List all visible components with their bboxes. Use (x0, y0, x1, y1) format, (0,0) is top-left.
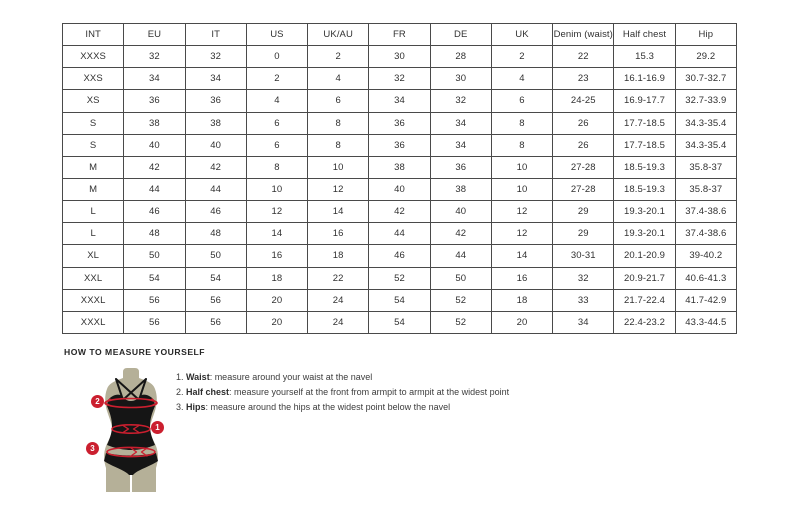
table-cell: 4 (246, 90, 307, 112)
table-cell: 4 (308, 68, 369, 90)
table-cell: 32 (185, 46, 246, 68)
table-cell: 14 (491, 245, 552, 267)
step-label: Waist (186, 372, 210, 382)
table-cell: 26 (553, 134, 614, 156)
table-cell: 2 (246, 68, 307, 90)
table-cell: 6 (308, 90, 369, 112)
figure-badge-2: 2 (91, 395, 104, 408)
column-header: Hip (675, 24, 736, 46)
table-cell: 2 (308, 46, 369, 68)
table-cell: 52 (430, 289, 491, 311)
table-cell: 36 (124, 90, 185, 112)
table-cell: 2 (491, 46, 552, 68)
table-cell: 17.7-18.5 (614, 112, 675, 134)
table-cell: 32.7-33.9 (675, 90, 736, 112)
table-cell: 42 (124, 156, 185, 178)
table-row (63, 201, 737, 223)
table-cell: 41.7-42.9 (675, 289, 736, 311)
table-cell: 34 (185, 68, 246, 90)
column-header: DE (430, 24, 491, 46)
table-cell: 8 (491, 112, 552, 134)
table-cell: 36 (430, 156, 491, 178)
table-cell: XXS (63, 68, 124, 90)
column-header: UK (491, 24, 552, 46)
table-cell: 18.5-19.3 (614, 156, 675, 178)
column-header: INT (63, 24, 124, 46)
table-cell: XXL (63, 267, 124, 289)
table-cell: 10 (308, 156, 369, 178)
table-row (63, 90, 737, 112)
table-cell: 19.3-20.1 (614, 201, 675, 223)
table-cell: 33 (553, 289, 614, 311)
table-cell: 21.7-22.4 (614, 289, 675, 311)
step-text: : measure around your waist at the navel (209, 372, 373, 382)
size-chart-header (63, 24, 737, 46)
table-cell: 38 (124, 112, 185, 134)
table-cell: 34.3-35.4 (675, 112, 736, 134)
table-cell: 12 (308, 178, 369, 200)
table-cell: 32 (553, 267, 614, 289)
table-cell: 16.9-17.7 (614, 90, 675, 112)
table-cell: 30 (369, 46, 430, 68)
table-cell: 32 (124, 46, 185, 68)
measure-heading: HOW TO MEASURE YOURSELF (64, 347, 206, 357)
table-cell: M (63, 178, 124, 200)
table-cell: 16.1-16.9 (614, 68, 675, 90)
table-cell: 34.3-35.4 (675, 134, 736, 156)
step-number: 3. (176, 401, 187, 412)
table-cell: 34 (124, 68, 185, 90)
step-number: 2. (176, 386, 187, 397)
table-cell: 42 (430, 223, 491, 245)
table-cell: 34 (553, 311, 614, 333)
table-cell: 22 (308, 267, 369, 289)
measure-step (176, 372, 509, 382)
table-cell: 36 (185, 90, 246, 112)
table-cell: 34 (369, 90, 430, 112)
table-cell: 42 (185, 156, 246, 178)
measure-step (176, 387, 509, 397)
table-cell: 12 (246, 201, 307, 223)
measure-step (176, 402, 509, 412)
table-cell: M (63, 156, 124, 178)
table-cell: 20.1-20.9 (614, 245, 675, 267)
table-cell: 39-40.2 (675, 245, 736, 267)
table-cell: 54 (185, 267, 246, 289)
table-cell: 30.7-32.7 (675, 68, 736, 90)
table-cell: 40 (185, 134, 246, 156)
table-cell: 12 (491, 201, 552, 223)
step-text: : measure yourself at the front from armpit to armpit at the widest point (229, 386, 510, 397)
table-cell: 52 (430, 311, 491, 333)
table-cell: 56 (124, 289, 185, 311)
table-cell: 28 (430, 46, 491, 68)
table-cell: 20 (246, 311, 307, 333)
size-chart-table (62, 23, 737, 334)
step-text: : measure around the hips at the widest point below the navel (205, 401, 451, 412)
column-header: UK/AU (308, 24, 369, 46)
table-row (63, 156, 737, 178)
table-cell: 46 (369, 245, 430, 267)
measure-figure (80, 366, 176, 496)
table-cell: 27-28 (553, 156, 614, 178)
table-row (63, 178, 737, 200)
table-cell: 16 (491, 267, 552, 289)
table-cell: 37.4-38.6 (675, 223, 736, 245)
table-cell: 35.8-37 (675, 178, 736, 200)
table-cell: 17.7-18.5 (614, 134, 675, 156)
table-cell: 30 (430, 68, 491, 90)
table-cell: 44 (185, 178, 246, 200)
table-cell: XXXL (63, 311, 124, 333)
table-cell: 22 (553, 46, 614, 68)
table-cell: 19.3-20.1 (614, 223, 675, 245)
table-cell: 20 (246, 289, 307, 311)
column-header: Half chest (614, 24, 675, 46)
table-cell: 54 (369, 311, 430, 333)
table-cell: 27-28 (553, 178, 614, 200)
table-cell: 36 (369, 112, 430, 134)
table-cell: XXXL (63, 289, 124, 311)
table-cell: 24 (308, 289, 369, 311)
table-cell: 48 (124, 223, 185, 245)
table-cell: L (63, 201, 124, 223)
step-label: Hips (186, 401, 206, 412)
table-row (63, 68, 737, 90)
table-cell: XS (63, 90, 124, 112)
table-cell: 18 (246, 267, 307, 289)
table-row (63, 311, 737, 333)
table-cell: 56 (185, 289, 246, 311)
table-cell: 8 (308, 112, 369, 134)
step-number: 1. (176, 372, 187, 382)
column-header: US (246, 24, 307, 46)
size-chart-body (63, 46, 737, 334)
table-cell: 56 (124, 311, 185, 333)
column-header: IT (185, 24, 246, 46)
table-cell: 8 (308, 134, 369, 156)
table-cell: 12 (491, 223, 552, 245)
table-cell: 20 (491, 311, 552, 333)
table-cell: 52 (369, 267, 430, 289)
table-cell: 38 (430, 178, 491, 200)
table-cell: 18 (491, 289, 552, 311)
step-label: Half chest (186, 386, 230, 397)
table-cell: 54 (369, 289, 430, 311)
table-cell: 6 (491, 90, 552, 112)
table-cell: 10 (491, 178, 552, 200)
table-row (63, 112, 737, 134)
table-row (63, 134, 737, 156)
table-cell: 24-25 (553, 90, 614, 112)
figure-badge-1: 1 (151, 421, 164, 434)
table-cell: 10 (246, 178, 307, 200)
column-header: Denim (waist) (553, 24, 614, 46)
table-cell: 50 (124, 245, 185, 267)
table-cell: 40 (369, 178, 430, 200)
table-row (63, 245, 737, 267)
table-cell: XXXS (63, 46, 124, 68)
table-cell: 36 (369, 134, 430, 156)
table-cell: 4 (491, 68, 552, 90)
table-cell: 23 (553, 68, 614, 90)
table-cell: 38 (185, 112, 246, 134)
table-row (63, 289, 737, 311)
table-cell: 38 (369, 156, 430, 178)
table-cell: 8 (246, 156, 307, 178)
table-cell: 8 (491, 134, 552, 156)
table-cell: 56 (185, 311, 246, 333)
table-cell: 44 (430, 245, 491, 267)
table-cell: 32 (430, 90, 491, 112)
table-cell: 34 (430, 112, 491, 134)
figure-badge-3: 3 (86, 442, 99, 455)
table-cell: 16 (246, 245, 307, 267)
table-cell: L (63, 223, 124, 245)
table-cell: 15.3 (614, 46, 675, 68)
table-cell: 10 (491, 156, 552, 178)
table-cell: 29 (553, 201, 614, 223)
table-cell: S (63, 112, 124, 134)
table-cell: 29 (553, 223, 614, 245)
table-cell: 30-31 (553, 245, 614, 267)
table-cell: 40 (124, 134, 185, 156)
measure-steps (176, 372, 509, 416)
table-cell: 24 (308, 311, 369, 333)
table-cell: 46 (185, 201, 246, 223)
table-cell: 0 (246, 46, 307, 68)
table-cell: 42 (369, 201, 430, 223)
table-cell: 50 (185, 245, 246, 267)
table-cell: 14 (246, 223, 307, 245)
table-cell: 50 (430, 267, 491, 289)
table-cell: 32 (369, 68, 430, 90)
table-cell: 6 (246, 134, 307, 156)
table-cell: 44 (369, 223, 430, 245)
table-row (63, 223, 737, 245)
table-cell: 18.5-19.3 (614, 178, 675, 200)
table-cell: 6 (246, 112, 307, 134)
table-cell: S (63, 134, 124, 156)
table-cell: 14 (308, 201, 369, 223)
table-row (63, 267, 737, 289)
table-cell: 20.9-21.7 (614, 267, 675, 289)
table-cell: XL (63, 245, 124, 267)
table-cell: 22.4-23.2 (614, 311, 675, 333)
table-cell: 34 (430, 134, 491, 156)
table-cell: 43.3-44.5 (675, 311, 736, 333)
column-header: FR (369, 24, 430, 46)
table-cell: 35.8-37 (675, 156, 736, 178)
table-cell: 48 (185, 223, 246, 245)
table-cell: 16 (308, 223, 369, 245)
table-row (63, 46, 737, 68)
header-row (63, 24, 737, 46)
table-cell: 37.4-38.6 (675, 201, 736, 223)
table-cell: 54 (124, 267, 185, 289)
table-cell: 26 (553, 112, 614, 134)
table-cell: 46 (124, 201, 185, 223)
column-header: EU (124, 24, 185, 46)
table-cell: 40.6-41.3 (675, 267, 736, 289)
table-cell: 29.2 (675, 46, 736, 68)
table-cell: 18 (308, 245, 369, 267)
table-cell: 44 (124, 178, 185, 200)
table-cell: 40 (430, 201, 491, 223)
